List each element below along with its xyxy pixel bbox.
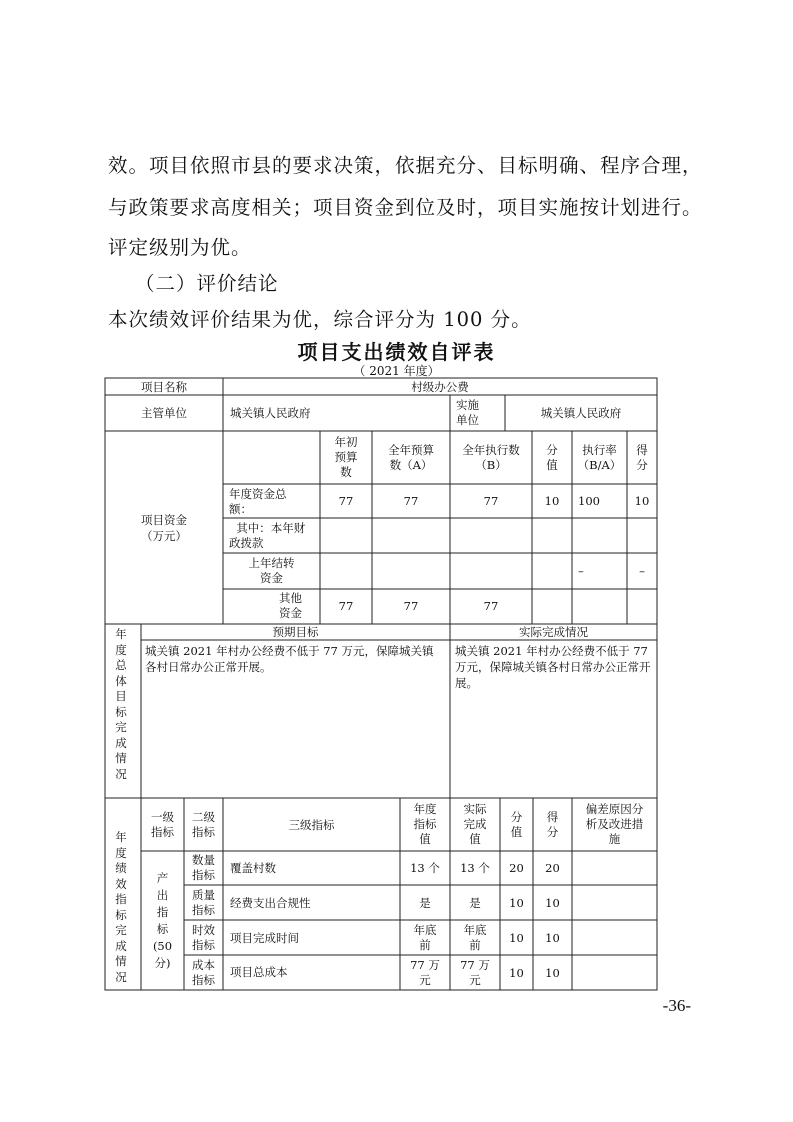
fund-header-annual-budget: 全年预算 数（A） bbox=[388, 442, 434, 472]
fund-cell: 10 bbox=[634, 494, 650, 508]
perf-header-actual: 实际 完成 值 bbox=[463, 802, 487, 846]
perf-got: 10 bbox=[545, 930, 560, 945]
fund-row-label: 其中：本年财 政拨款 bbox=[229, 521, 306, 550]
fund-header-executed: 全年执行数 （B） bbox=[462, 442, 520, 472]
perf-header-got: 得 分 bbox=[546, 809, 559, 839]
perf-header-target: 年度 指标 值 bbox=[413, 802, 437, 846]
fund-row-label: 年度资金总 额： bbox=[229, 487, 287, 516]
fund-cell: 77 bbox=[338, 599, 354, 613]
fund-cell: – bbox=[639, 564, 645, 578]
perf-actual: 是 bbox=[469, 895, 481, 910]
goal-actual-text: 城关镇 2021 年村办公经费不低于 77 万元，保障城关镇各村日常办公正常开展。 bbox=[455, 644, 651, 690]
goal-label-text: 年度总体目标完成情况 bbox=[115, 627, 127, 781]
perf-got: 20 bbox=[545, 861, 560, 875]
section-heading: （二）评价结论 bbox=[135, 272, 279, 295]
perf-score: 20 bbox=[509, 861, 524, 875]
fund-cell: 77 bbox=[403, 494, 419, 508]
fund-header-initial-budget: 年初 预算 数 bbox=[334, 435, 358, 479]
perf-actual: 77 万 元 bbox=[460, 957, 490, 987]
perf-level1-output: 产 出 指 标 (50 分) bbox=[152, 870, 173, 970]
perf-actual: 年底 前 bbox=[463, 922, 487, 952]
fund-cell: 77 bbox=[483, 494, 499, 508]
perf-header-level1: 一级 指标 bbox=[151, 809, 174, 839]
perf-score: 10 bbox=[509, 895, 524, 910]
fund-cell: 77 bbox=[483, 599, 499, 613]
fund-header-got: 得 分 bbox=[636, 442, 648, 472]
fund-cell: 100 bbox=[578, 494, 600, 508]
dept-value: 城关镇人民政府 bbox=[230, 406, 311, 420]
perf-header-note: 偏差原因分 析及改进措 施 bbox=[585, 802, 644, 846]
dept-label: 主管单位 bbox=[141, 406, 187, 420]
project-name-label: 项目名称 bbox=[141, 379, 187, 394]
perf-target: 年底 前 bbox=[413, 922, 437, 952]
perf-score: 10 bbox=[509, 930, 524, 945]
paragraph-conclusion: 本次绩效评价结果为优，综合评分为 100 分。 bbox=[108, 308, 532, 331]
impl-value: 城关镇人民政府 bbox=[540, 406, 622, 420]
paragraph-line-2: 与政策要求高度相关；项目资金到位及时，项目实施按计划进行。 bbox=[108, 196, 703, 219]
perf-l2: 质量 指标 bbox=[192, 887, 215, 917]
fund-cell: 77 bbox=[338, 494, 354, 508]
fund-label: 项目资金 （万元） bbox=[141, 512, 187, 543]
project-name-value: 村级办公费 bbox=[411, 379, 469, 394]
perf-l2: 数量 指标 bbox=[192, 853, 215, 882]
perf-l3: 项目完成时间 bbox=[230, 931, 299, 945]
perf-l3: 经费支出合规性 bbox=[230, 896, 311, 910]
fund-cell: 10 bbox=[544, 494, 560, 508]
fund-cell: 77 bbox=[403, 599, 419, 613]
perf-l3: 项目总成本 bbox=[230, 965, 288, 979]
perf-score: 10 bbox=[509, 965, 524, 980]
perf-l2: 成本 指标 bbox=[192, 957, 215, 987]
table-year: （ 2021 年度） bbox=[353, 364, 440, 378]
perf-header-score: 分 值 bbox=[510, 809, 523, 839]
perf-label bbox=[114, 830, 128, 985]
perf-actual: 13 个 bbox=[460, 861, 490, 875]
table-title: 项目支出绩效自评表 bbox=[297, 340, 496, 364]
paragraph-line-3: 评定级别为优。 bbox=[108, 236, 252, 259]
fund-cell: – bbox=[578, 564, 584, 578]
perf-l2: 时效 指标 bbox=[192, 922, 215, 952]
perf-target: 是 bbox=[419, 895, 431, 910]
page-number: -36- bbox=[662, 996, 691, 1015]
perf-got: 10 bbox=[545, 965, 560, 980]
perf-target: 77 万 元 bbox=[410, 957, 440, 987]
paragraph-line-1: 效。项目依照市县的要求决策，依据充分、目标明确、程序合理， bbox=[108, 154, 703, 177]
goal-expected-header: 预期目标 bbox=[272, 625, 319, 639]
perf-target: 13 个 bbox=[410, 861, 440, 875]
perf-l3: 覆盖村数 bbox=[230, 861, 276, 875]
goal-expected-text: 城关镇 2021 年村办公经费不低于 77 万元，保障城关镇各村日常办公正常开展。 bbox=[145, 644, 434, 674]
perf-label-text: 年度绩效指标完成情况 bbox=[115, 830, 127, 984]
perf-header-level3: 三级指标 bbox=[288, 817, 335, 832]
fund-row-label: 上年结转 资金 bbox=[248, 556, 295, 585]
perf-got: 10 bbox=[545, 895, 560, 910]
goal-actual-header: 实际完成情况 bbox=[519, 625, 588, 639]
fund-header-rate: 执行率 （B/A） bbox=[577, 442, 622, 472]
perf-header-level2: 二级 指标 bbox=[192, 809, 215, 839]
goal-label bbox=[114, 627, 128, 782]
impl-label: 实施 单位 bbox=[456, 398, 479, 427]
fund-row-label: 其他 资金 bbox=[279, 591, 302, 620]
fund-header-score: 分 值 bbox=[546, 442, 558, 472]
